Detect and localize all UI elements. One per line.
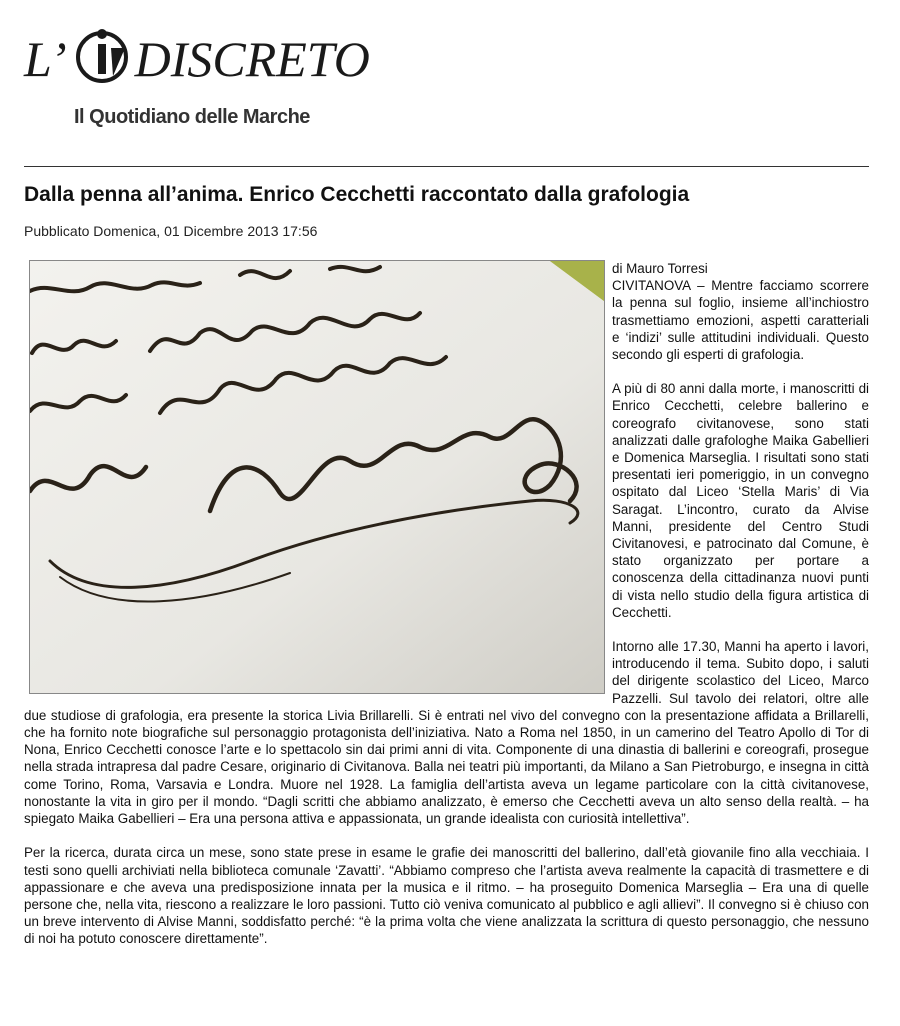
article-author: di Mauro Torresi: [612, 261, 708, 276]
masthead: [24, 10, 404, 140]
logo-suffix: DISCRETO: [134, 31, 370, 87]
logo-i-mark-icon: [73, 26, 131, 96]
article-photo-handwriting: [29, 260, 605, 694]
article-paragraph: CIVITANOVA – Mentre facciamo scorrere la penna sul foglio, insieme all’inchiostro trasmettiamo emozioni, aspetti caratteriali e ‘indizi’ sulle attitudini individuali. Questo secondo gli esperti di grafologia.: [612, 278, 869, 363]
header-divider: [24, 166, 869, 167]
article-paragraph: Intorno alle 17.30, Manni ha aperto i lavori, introducendo il tema. Subito dopo, i saluti del dirigente scolastico del Liceo, Marco Pazzelli. Sul tavolo dei relatori, oltre alle due studiose di grafologia, era presente la storica Livia Brillarelli. Si è entrati nel vivo del convegno con la presentazione affidata a Brillarelli, che ha fornito note biografiche sul personaggio protagonista dell’iniziativa. Nato a Roma nel 1850, in un camerino del Teatro Apollo di Tor di Nona, Enrico Cecchetti conosce l’arte e lo spettacolo sin dai primi anni di vita. Componente di una dinastia di ballerini e coreografi, prosegue nella strada intrapresa dal padre Cesare, originario di Civitanova. Balla nei teatri più importanti, da Milano a San Pietroburgo, e insegna in città come Torino, Roma, Varsavia e Londra. Muore nel 1928. La famiglia dell’artista aveva un legame particolare con la città civitanovese, nonostante la vita in giro per il mondo. “Dagli scritti che abbiamo analizzato, è emerso che Cecchetti aveva un alto senso della realtà. – ha spiegato Maika Gabellieri – Era una persona attiva e appassionata, un grande idealista con curiosità intellettiva”.: [24, 639, 869, 827]
logo-prefix: L’: [24, 31, 67, 87]
article-paragraph: A più di 80 anni dalla morte, i manoscritti di Enrico Cecchetti, celebre ballerino e coreografo civitanovese, sono stati analizzati dalle grafologhe Maika Gabellieri e Domenica Marseglia. I risultati sono stati presentati ieri pomeriggio, in un convegno ospitato dal Liceo ‘Stella Maris’ di Via Saragat. L’incontro, curato da Alvise Manni, presidente del Centro Studi Civitanovesi, e patrocinato dal Comune, è stato organizzato per portare a conoscenza della cittadinanza nuovi punti di vista nello studio della figura artistica di Cecchetti.: [612, 381, 869, 620]
site-tagline: Il Quotidiano delle Marche: [74, 106, 310, 128]
article-body: [24, 260, 869, 948]
publish-date: Pubblicato Domenica, 01 Dicembre 2013 17:56: [24, 223, 318, 239]
site-logo[interactable]: [24, 26, 370, 96]
handwriting-image: [30, 261, 604, 693]
article-paragraph: Per la ricerca, durata circa un mese, sono state prese in esame le grafie dei manoscritti del ballerino, dall’età giovanile fino alla vecchiaia. I testi sono quelli archiviati nella biblioteca comunale ‘Zavatti’. “Abbiamo compreso che l’artista aveva realmente la capacità di trasmettere e di appassionare e che aveva una predisposizione innata per la musica e il ritmo. – ha proseguito Domenica Marseglia – Era una di quelle persone che, nella vita, riescono a realizzare le loro passioni. Tutto ciò veniva comunicato al pubblico e agli allievi”. Il convegno si è chiuso con un breve intervento di Alvise Manni, soddisfatto perché: “è la prima volta che viene analizzata la scrittura di questo personaggio, che nessuno di noi ha potuto conoscere direttamente”.: [24, 845, 869, 947]
article-title[interactable]: Dalla penna all’anima. Enrico Cecchetti raccontato dalla grafologia: [24, 183, 690, 206]
